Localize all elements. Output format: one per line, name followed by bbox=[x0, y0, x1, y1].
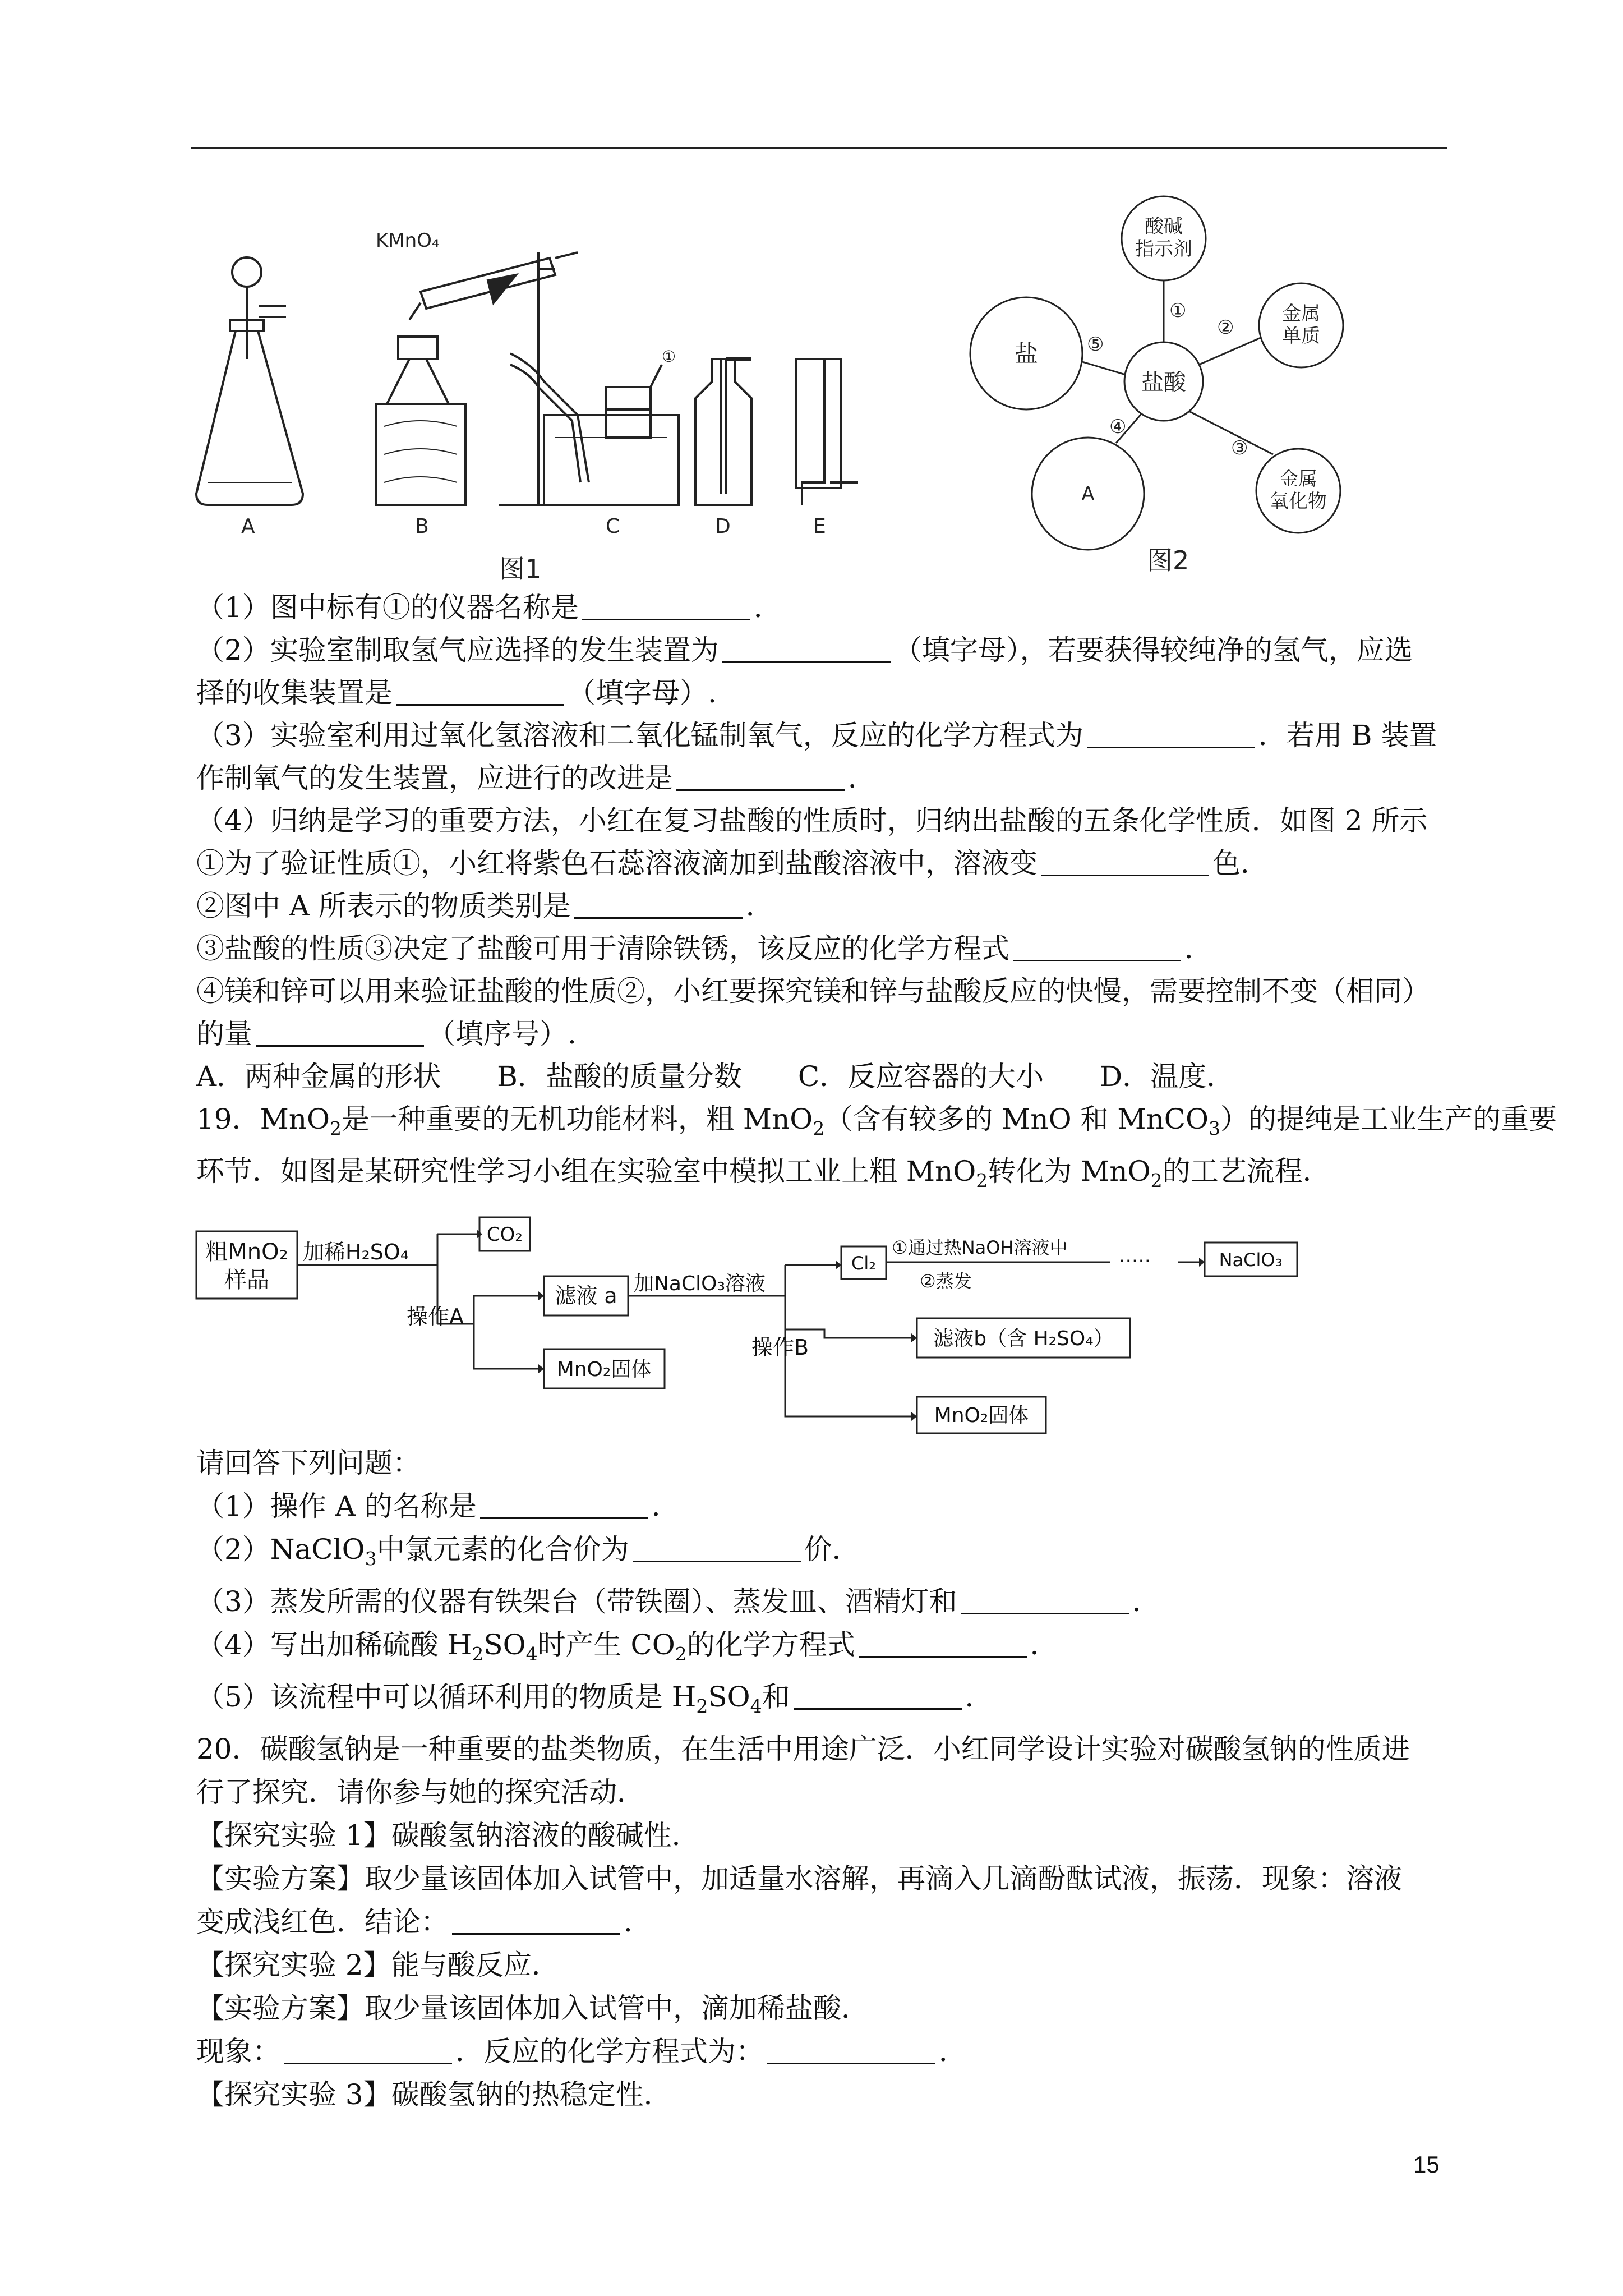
label-d: D bbox=[715, 515, 731, 538]
node-3-line2: 氧化物 bbox=[1270, 490, 1327, 513]
node-1-line2: 指示剂 bbox=[1135, 238, 1192, 260]
solid-2-label: MnO₂固体 bbox=[934, 1404, 1029, 1427]
label-a: A bbox=[241, 515, 255, 538]
apparatus-c bbox=[510, 353, 679, 505]
question-18 bbox=[196, 586, 1557, 1202]
q20-line7: 【实验方案】取少量该固体加入试管中，滴加稀盐酸． bbox=[196, 1992, 869, 2024]
q20-line9: 【探究实验 3】碳酸氢钠的热稳定性． bbox=[196, 2078, 672, 2111]
figures-1-2 bbox=[185, 191, 1458, 595]
label-b: B bbox=[415, 515, 429, 538]
answer-blank[interactable] bbox=[1087, 717, 1255, 748]
answer-blank[interactable] bbox=[284, 2033, 452, 2064]
q18-sub3: ③盐酸的性质③决定了盐酸可用于清除铁锈，该反应的化学方程式 ． bbox=[196, 927, 1447, 970]
q18-sub4-cont: 的量 （填序号）. bbox=[196, 1013, 1447, 1055]
q19-intro-1: 19．MnO$_2$是一种重要的无机功能材料，粗 MnO$_2$（含有较多的 MnO 和 MnCO$_3$）的提纯是工业生产的重要 bbox=[196, 1103, 1557, 1139]
q18-sub1: ①为了验证性质①，小红将紫色石蕊溶液滴加到盐酸溶液中，溶液变 色． bbox=[196, 842, 1447, 885]
apparatus-e bbox=[796, 359, 858, 505]
answer-blank[interactable] bbox=[480, 1488, 648, 1519]
q18-sub2: ②图中 A 所表示的物质类别是 ． bbox=[196, 885, 1447, 927]
q20-line6: 【探究实验 2】能与酸反应． bbox=[196, 1949, 560, 1981]
q19-a4: （4）写出加稀硫酸 $H_2SO_4$时产生 $CO_2$的化学方程式 ． bbox=[196, 1623, 1447, 1676]
node-1-line1: 酸碱 bbox=[1145, 215, 1183, 238]
q20-line8: 现象： ．反应的化学方程式为： ． bbox=[196, 2030, 1447, 2073]
apparatus-d bbox=[695, 359, 751, 505]
answer-blank[interactable] bbox=[582, 590, 750, 620]
marker-1: ① bbox=[662, 347, 676, 366]
apparatus-b bbox=[376, 252, 578, 505]
answer-blank[interactable] bbox=[961, 1584, 1129, 1614]
raw-label-2: 样品 bbox=[224, 1267, 269, 1293]
apparatus-diagram bbox=[185, 191, 1458, 595]
answer-blank[interactable] bbox=[574, 888, 743, 919]
answer-blank[interactable] bbox=[1041, 845, 1209, 876]
q20-line2: 行了探究．请你参与她的探究活动． bbox=[196, 1776, 645, 1809]
dots: ····· bbox=[1119, 1250, 1151, 1273]
num-5: ⑤ bbox=[1087, 333, 1104, 356]
answer-blank[interactable] bbox=[859, 1627, 1027, 1658]
q19-a1: （1）操作 A 的名称是 ． bbox=[196, 1485, 1447, 1528]
answer-blank[interactable] bbox=[767, 2033, 935, 2064]
q18-part1: （1）图中标有①的仪器名称是 ． bbox=[196, 586, 1447, 629]
node-4-label: A bbox=[1081, 483, 1095, 505]
label-e: E bbox=[813, 515, 826, 538]
apparatus-a bbox=[196, 257, 303, 505]
answer-blank[interactable] bbox=[396, 675, 564, 706]
op-a-label: 操作A bbox=[407, 1304, 464, 1329]
cl2-label: Cl₂ bbox=[851, 1253, 877, 1274]
answer-blank[interactable] bbox=[676, 760, 845, 791]
header-rule bbox=[191, 147, 1447, 149]
reagent-label: KMnO₄ bbox=[376, 229, 440, 252]
naclo3-label: 加NaClO₃溶液 bbox=[634, 1272, 766, 1295]
op-b-label: 操作B bbox=[751, 1335, 809, 1360]
q18-part3-cont: 作制氧气的发生装置，应进行的改进是 ． bbox=[196, 757, 1447, 799]
q18-part2: （2）实验室制取氢气应选择的发生装置为 （填字母），若要获得较纯净的氢气，应选 bbox=[196, 629, 1447, 671]
label-c: C bbox=[606, 515, 620, 538]
num-2: ② bbox=[1217, 316, 1234, 339]
filtrate-b-label: 滤液b（含 H₂SO₄） bbox=[933, 1327, 1114, 1350]
q18-part4: （4）归纳是学习的重要方法，小红在复习盐酸的性质时，归纳出盐酸的五条化学性质．如图 2 所示 bbox=[196, 804, 1428, 837]
filtrate-a-label: 滤液 a bbox=[555, 1283, 617, 1308]
solid-1-label: MnO₂固体 bbox=[556, 1358, 652, 1381]
step-1-label: ①通过热NaOH溶液中 bbox=[892, 1237, 1068, 1258]
q18-part2-cont: 择的收集装置是 （填字母）. bbox=[196, 671, 1447, 714]
process-flowchart bbox=[191, 1212, 1368, 1447]
co2-label: CO₂ bbox=[486, 1223, 523, 1246]
q19-a3: （3）蒸发所需的仪器有铁架台（带铁圈）、蒸发皿、酒精灯和 ． bbox=[196, 1580, 1447, 1623]
q19-ask: 请回答下列问题： bbox=[196, 1447, 421, 1479]
q19-a5: （5）该流程中可以循环利用的物质是 $H_2SO_4$和 ． bbox=[196, 1676, 1447, 1728]
product-label: NaClO₃ bbox=[1219, 1249, 1283, 1271]
node-5-label: 盐 bbox=[1014, 340, 1039, 367]
answer-blank[interactable] bbox=[452, 1904, 620, 1935]
q19-a2: （2）NaClO$_3$中氯元素的化合价为 价． bbox=[196, 1528, 1447, 1580]
node-3-line1: 金属 bbox=[1279, 468, 1317, 490]
q20-line3: 【探究实验 1】碳酸氢钠溶液的酸碱性． bbox=[196, 1819, 700, 1852]
fig1-caption: 图1 bbox=[499, 554, 542, 584]
node-2-line1: 金属 bbox=[1282, 302, 1320, 325]
answer-blank[interactable] bbox=[1013, 931, 1181, 961]
num-1: ① bbox=[1169, 300, 1187, 322]
acid-label: 加稀H₂SO₄ bbox=[303, 1240, 409, 1264]
step-2-label: ②蒸发 bbox=[920, 1271, 972, 1292]
answer-blank[interactable] bbox=[794, 1679, 962, 1710]
node-2-line2: 单质 bbox=[1282, 325, 1320, 347]
answer-blank[interactable] bbox=[722, 632, 891, 663]
answer-blank[interactable] bbox=[633, 1531, 801, 1562]
q20-line1: 20．碳酸氢钠是一种重要的盐类物质，在生活中用途广泛．小红同学设计实验对碳酸氢钠的性质进 bbox=[196, 1733, 1410, 1765]
question-19-20 bbox=[196, 1442, 1447, 2116]
flowchart-svg bbox=[191, 1212, 1368, 1447]
q18-options: A．两种金属的形状 B．盐酸的质量分数 C．反应容器的大小 D．温度． bbox=[196, 1060, 1235, 1093]
num-3: ③ bbox=[1231, 437, 1248, 459]
answer-blank[interactable] bbox=[256, 1016, 424, 1047]
q18-part3: （3）实验室利用过氧化氢溶液和二氧化锰制氧气，反应的化学方程式为 ．若用 B 装置 bbox=[196, 714, 1447, 757]
wheel-center: 盐酸 bbox=[1141, 370, 1186, 395]
q20-line5: 变成浅红色．结论： ． bbox=[196, 1901, 1447, 1944]
num-4: ④ bbox=[1109, 416, 1127, 438]
fig2-caption: 图2 bbox=[1147, 545, 1189, 576]
raw-label-1: 粗MnO₂ bbox=[205, 1239, 288, 1265]
q18-sub4: ④镁和锌可以用来验证盐酸的性质②，小红要探究镁和锌与盐酸反应的快慢，需要控制不变（相同） bbox=[196, 975, 1430, 1007]
q19-intro-2: 环节．如图是某研究性学习小组在实验室中模拟工业上粗 MnO$_2$转化为 MnO$_2$的工艺流程． bbox=[196, 1155, 1331, 1191]
q20-line4: 【实验方案】取少量该固体加入试管中，加适量水溶解，再滴入几滴酚酞试液，振荡．现象：溶液 bbox=[196, 1862, 1402, 1895]
page-number: 15 bbox=[1413, 2151, 1440, 2178]
